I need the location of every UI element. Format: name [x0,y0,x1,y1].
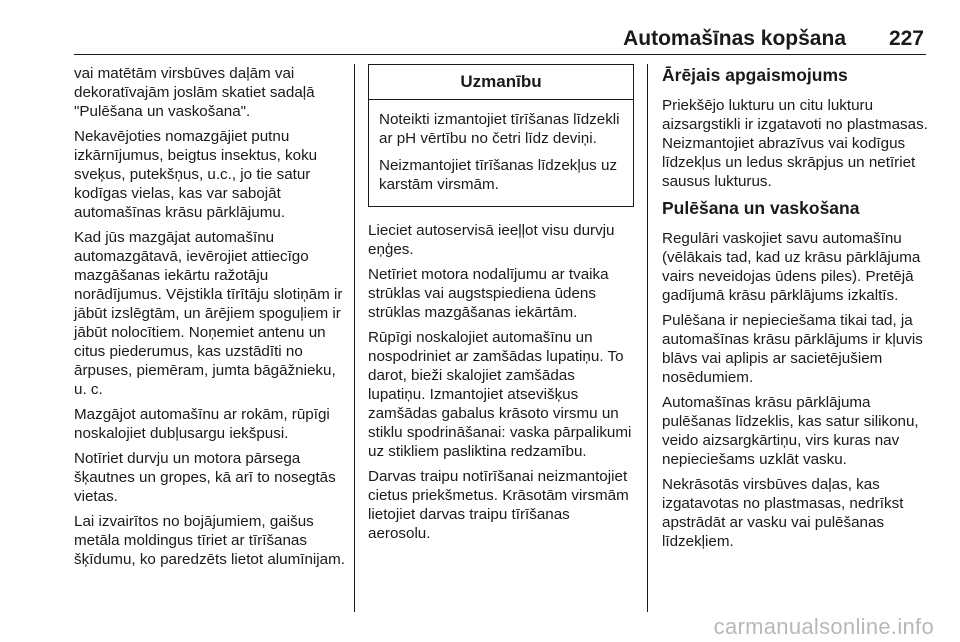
paragraph: Regulāri vaskojiet savu automašīnu (vēlākais tad, kad uz krāsu pārklājuma vairs neveidojas ūdens piles). Pretējā gadījumā krāsu pārklājums izkaltīs. [662,230,921,304]
column-1 [74,64,346,575]
column-divider-2 [647,64,648,612]
warning-title: Uzmanību [369,65,633,100]
column-3 [662,64,928,557]
paragraph: Lai izvairītos no bojājumiem, gaišus metāla moldingus tīriet ar tīrīšanas šķīdumu, ko paredzēts lietot alumīnijam. [74,513,345,568]
section-heading: Pulēšana un vaskošana [662,198,860,218]
paragraph: Mazgājot automašīnu ar rokām, rūpīgi noskalojiet dubļusargu iekšpusi. [74,406,330,442]
paragraph: Netīriet motora nodalījumu ar tvaika strūklas vai augstspiediena ūdens strūklas mazgāšanas iekārtām. [368,266,609,321]
chapter-title: Automašīnas kopšana [623,27,846,50]
warning-paragraph: Neizmantojiet tīrīšanas līdzekļus uz karstām virsmām. [379,157,618,193]
paragraph: Notīriet durvju un motora pārsega šķautnes un gropes, kā arī to nosegtās vietas. [74,450,336,505]
paragraph: vai matētām virsbūves daļām vai dekoratīvajām joslām skatiet sadaļā "Pulēšana un vaskošana". [74,65,315,120]
paragraph: Automašīnas krāsu pārklājuma pulēšanas līdzeklis, kas satur silikonu, veido aizsargkārtiņu, virs kuras nav nepieciešams uzklāt vasku. [662,394,919,468]
column-2 [368,64,634,549]
paragraph: Darvas traipu notīrīšanai neizmantojiet cietus priekšmetus. Krāsotām virsmām lietojiet darvas traipu tīrīšanas aerosolu. [368,468,629,542]
paragraph: Priekšējo lukturu un citu lukturu aizsargstikli ir izgatavoti no plastmasas. Neizmantojiet abrazīvus vai kodīgus līdzekļus un ledus skrāpjus un netīriet sausus lukturus. [662,97,928,190]
warning-paragraph: Noteikti izmantojiet tīrīšanas līdzekli ar pH vērtību no četri līdz deviņi. [379,111,620,147]
paragraph: Nekavējoties nomazgājiet putnu izkārnījumus, beigtus insektus, koku sveķus, putekšņus, u.c., jo tie satur kodīgas vielas, kas var sabojāt automašīnas krāsu pārklājumu. [74,128,318,221]
column-divider-1 [354,64,355,612]
watermark: carmanualsonline.info [713,614,934,639]
paragraph: Lieciet autoservisā ieeļļot visu durvju eņģes. [368,222,615,258]
paragraph: Pulēšana ir nepieciešama tikai tad, ja automašīnas krāsu pārklājums ir kļuvis blāvs vai aplipis ar sacietējušiem nosēdumiem. [662,312,923,386]
page-number: 227 [888,27,924,50]
warning-body [369,100,633,206]
page-header [74,26,926,55]
paragraph: Rūpīgi noskalojiet automašīnu un nospodriniet ar zamšādas lupatiņu. To darot, bieži skalojiet zamšādas lupatiņu. Izmantojiet atsevišķus zamšādas gabalus krāsoto virsmu un stiklu spodrināšanai: vaska pārpalikumi uz stikliem pasliktina redzamību. [368,329,632,460]
paragraph: Nekrāsotās virsbūves daļas, kas izgatavotas no plastmasas, nedrīkst apstrādāt ar vasku vai pulēšanas līdzekļiem. [662,476,904,550]
section-heading: Ārējais apgaismojums [662,65,848,85]
warning-box [368,64,634,207]
paragraph: Kad jūs mazgājat automašīnu automazgātavā, ievērojiet attiecīgo mazgāšanas iekārtu ražotāju norādījumus. Vējstikla tīrītāju slotiņām ir jābūt izslēgtām, un ārējiem spoguļiem ir jābūt nolocītiem. Noņemiet antenu un citus piederumus, kas uzstādīti no ārpuses, piemēram, jumta bāgāžnieku, u. c. [74,229,343,398]
